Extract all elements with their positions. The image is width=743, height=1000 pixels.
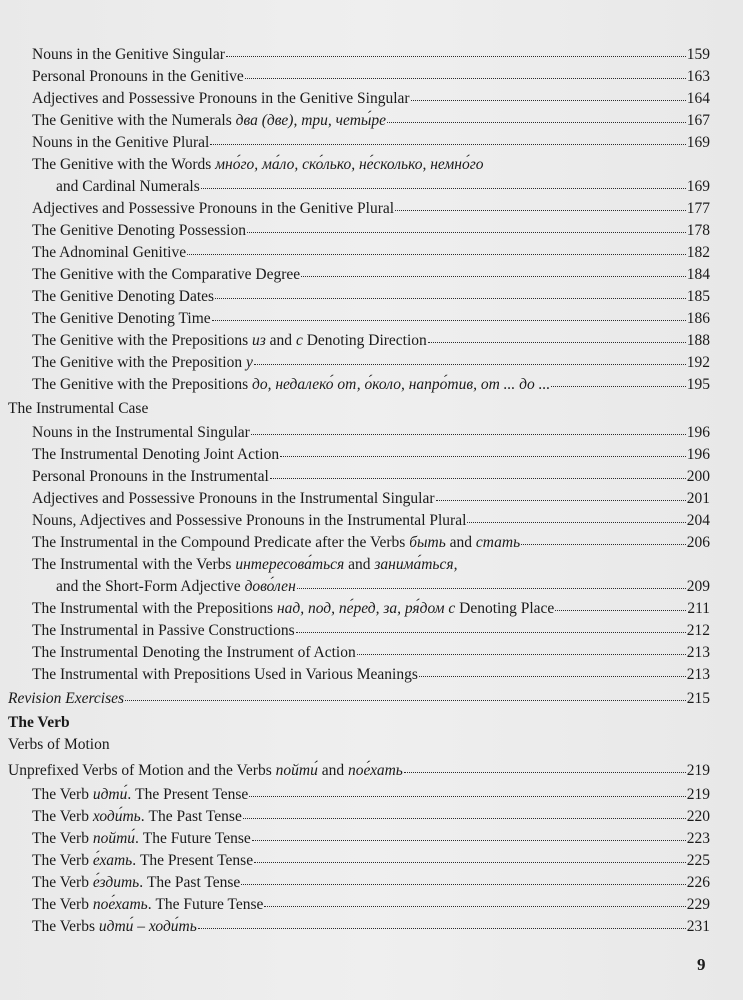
toc-entry: [32, 286, 710, 308]
toc-entry-title: [56, 576, 296, 598]
toc-page-number: 209: [686, 578, 710, 595]
toc-entry-title: [32, 598, 554, 620]
italic-text: идти́: [92, 786, 128, 803]
text: The Instrumental Denoting Joint Action: [32, 446, 280, 463]
italic-text: ходи́ть: [92, 808, 141, 825]
italic-text: пойти́: [275, 762, 318, 779]
toc-page-number: 169: [686, 178, 710, 195]
dot-leader: [198, 928, 686, 929]
text: and: [265, 332, 296, 349]
toc-page-number: 192: [686, 354, 710, 371]
text: . The Present Tense: [127, 786, 249, 803]
text: The Instrumental with Prepositions Used in Various Meanings: [32, 666, 418, 683]
text: The Genitive with the Prepositions: [32, 332, 252, 349]
text: and the Short-Form Adjective: [56, 578, 245, 595]
toc-entry: [32, 198, 710, 220]
toc-entry-title: [32, 198, 394, 220]
dot-leader: [270, 478, 686, 479]
text: The Verb: [32, 808, 93, 825]
toc-entry-title: [32, 374, 550, 396]
text: and: [317, 762, 348, 779]
toc-entry-title: [8, 760, 403, 782]
dot-leader: [215, 298, 686, 299]
dot-leader: [436, 500, 686, 501]
toc-entry: [32, 620, 710, 642]
dot-leader: [243, 818, 686, 819]
dot-leader: [387, 122, 686, 123]
toc-entry-title: [32, 466, 269, 488]
toc-page-number: 215: [686, 690, 710, 707]
toc-entry: [32, 444, 710, 466]
dot-leader: [249, 796, 685, 797]
text: Adjectives and Possessive Pronouns in the Genitive Singular: [32, 90, 410, 107]
toc-page-number: 220: [686, 808, 710, 825]
dot-leader: [297, 588, 686, 589]
dot-leader: [467, 522, 685, 523]
dot-leader: [521, 544, 686, 545]
text: The Verb: [32, 896, 93, 913]
toc-page-number: 182: [686, 244, 710, 261]
toc-entry-title: [8, 688, 124, 710]
toc-entry-title: [32, 894, 263, 916]
toc-entry: [32, 510, 710, 532]
toc-page-number: 200: [686, 468, 710, 485]
dot-leader: [404, 772, 686, 773]
toc-entry-title: [32, 330, 427, 352]
italic-text: пойти́: [92, 830, 136, 847]
toc-entry-title: [8, 736, 110, 753]
toc-page-number: 164: [686, 90, 710, 107]
dot-leader: [395, 210, 686, 211]
toc-entry: [8, 760, 710, 782]
italic-text: интересова́ться: [235, 556, 345, 573]
toc-entry-title: [32, 642, 356, 664]
italic-text: быть: [409, 534, 446, 551]
toc-entry: [32, 554, 457, 576]
toc-entry: [32, 374, 710, 396]
text: The Verb: [32, 874, 93, 891]
text: The Genitive with the Prepositions: [32, 376, 252, 393]
italic-text: дово́лен: [244, 578, 296, 595]
italic-text: пое́хать: [347, 762, 403, 779]
toc-entry: [56, 576, 710, 598]
italic-text: е́хать: [92, 852, 133, 869]
text: Personal Pronouns in the Genitive: [32, 68, 244, 85]
text: The Verb: [32, 852, 93, 869]
toc-entry-title: [32, 828, 251, 850]
toc-page-number: 219: [686, 762, 710, 779]
text: . The Past Tense: [139, 874, 241, 891]
toc-entry-title: [32, 444, 279, 466]
text: Nouns in the Genitive Singular: [32, 46, 225, 63]
toc-page-number: 184: [686, 266, 710, 283]
text: Adjectives and Possessive Pronouns in the Genitive Plural: [32, 200, 395, 217]
text: Denoting Place: [455, 600, 555, 617]
italic-text: стать: [475, 534, 521, 551]
toc-entry-title: [32, 352, 253, 374]
text: The Genitive with the Comparative Degree: [32, 266, 301, 283]
text: Unprefixed Verbs of Motion and the Verbs: [8, 762, 276, 779]
toc-entry-title: [32, 532, 520, 554]
toc-entry-title: [32, 850, 253, 872]
italic-text: е́здить: [92, 874, 140, 891]
italic-text: занима́ться,: [374, 556, 458, 573]
italic-text: до, недалеко́ от, о́коло, напро́тив, от ... до ...: [251, 376, 551, 393]
text: The Genitive Denoting Possession: [32, 222, 246, 239]
toc-entry-title: [32, 132, 209, 154]
toc-entry: [56, 176, 710, 198]
toc-page-number: 231: [686, 918, 710, 935]
toc-entry-title: [32, 44, 225, 66]
toc-entry: [32, 598, 710, 620]
text: Personal Pronouns in the Instrumental: [32, 468, 269, 485]
toc-page-number: 167: [686, 112, 710, 129]
toc-entry: [32, 264, 710, 286]
toc-entry-title: [32, 556, 457, 573]
dot-leader: [357, 654, 686, 655]
dot-leader: [251, 434, 686, 435]
toc-entry-title: [8, 400, 148, 417]
toc-entry: [32, 110, 710, 132]
toc-entry: [32, 44, 710, 66]
text: The Verb: [32, 830, 93, 847]
text: The Genitive with the Preposition: [32, 354, 246, 371]
section-heading: [8, 398, 148, 420]
toc-entry-title: [32, 620, 295, 642]
toc-entry-title: [32, 422, 250, 444]
toc-entry: [32, 642, 710, 664]
toc-page-number: 195: [686, 376, 710, 393]
text: The Genitive with the Words: [32, 156, 216, 173]
dot-leader: [428, 342, 686, 343]
toc-entry: [32, 352, 710, 374]
toc-page-number: 213: [686, 644, 710, 661]
text: The Instrumental with the Prepositions: [32, 600, 277, 617]
toc-page-number: 211: [687, 600, 710, 617]
toc-entry: [32, 784, 710, 806]
toc-page-number: 219: [686, 786, 710, 803]
toc-entry-title: [32, 664, 418, 686]
toc-entry-title: [32, 806, 242, 828]
dot-leader: [210, 144, 685, 145]
toc-entry: [32, 66, 710, 88]
toc-entry: [32, 466, 710, 488]
text: The Instrumental in Passive Constructions: [32, 622, 295, 639]
page-number: 9: [697, 955, 706, 974]
dot-leader: [125, 700, 686, 701]
dot-leader: [241, 884, 685, 885]
toc-entry-title: [32, 156, 484, 173]
text: The Instrumental Case: [8, 400, 149, 417]
toc-entry-title: [32, 220, 246, 242]
text: Verbs of Motion: [8, 736, 110, 753]
toc-entry-title: [32, 916, 197, 938]
dot-leader: [212, 320, 686, 321]
toc-entry-title: [32, 872, 240, 894]
toc-page-number: 196: [686, 446, 710, 463]
section-heading: [8, 734, 110, 756]
dot-leader: [301, 276, 686, 277]
toc-page-number: 206: [686, 534, 710, 551]
toc-entry: [32, 872, 710, 894]
text: and Cardinal Numerals: [56, 178, 200, 195]
section-heading: [8, 712, 70, 734]
text: The Genitive Denoting Time: [32, 310, 211, 327]
toc-page-number: 185: [686, 288, 710, 305]
toc-entry: [32, 308, 710, 330]
toc-entry: [32, 916, 710, 938]
italic-text: из: [251, 332, 266, 349]
italic-text: два (две), три, четы́ре: [235, 112, 387, 129]
text: Adjectives and Possessive Pronouns in the Instrumental Singular: [32, 490, 435, 507]
dot-leader: [551, 386, 686, 387]
dot-leader: [226, 56, 686, 57]
toc-entry: [32, 132, 710, 154]
toc-entry: [32, 894, 710, 916]
text: The Adnominal Genitive: [32, 244, 187, 261]
toc-entry-title: [32, 264, 300, 286]
text: The Instrumental in the Compound Predicate after the Verbs: [32, 534, 410, 551]
toc-page-number: 178: [686, 222, 710, 239]
dot-leader: [296, 632, 686, 633]
dot-leader: [254, 364, 686, 365]
text: and: [445, 534, 476, 551]
text: Denoting Direction: [302, 332, 427, 349]
dot-leader: [254, 862, 686, 863]
toc-entry: [32, 664, 710, 686]
dot-leader: [555, 610, 686, 611]
toc-entry: [32, 88, 710, 110]
dot-leader: [264, 906, 685, 907]
dot-leader: [247, 232, 686, 233]
toc-entry: [32, 242, 710, 264]
italic-text: Revision Exercises: [8, 690, 125, 707]
text: Nouns in the Genitive Plural: [32, 134, 210, 151]
toc-entry: [32, 330, 710, 352]
toc-page-number: 226: [686, 874, 710, 891]
toc-entry: [8, 688, 710, 710]
toc-entry-title: [32, 488, 435, 510]
toc-page-number: 186: [686, 310, 710, 327]
toc-entry-title: [32, 286, 214, 308]
toc-entry-title: [32, 242, 186, 264]
toc-page-number: 212: [686, 622, 710, 639]
dot-leader: [280, 456, 686, 457]
text: . The Present Tense: [132, 852, 254, 869]
text: . The Future Tense: [147, 896, 264, 913]
dot-leader: [419, 676, 686, 677]
toc-page-number: 223: [686, 830, 710, 847]
text: The Instrumental with the Verbs: [32, 556, 236, 573]
italic-text: над, под, пе́ред, за, ря́дом с: [276, 600, 456, 617]
italic-text: идти́ – ходи́ть: [98, 918, 197, 935]
text: The Instrumental Denoting the Instrument of Action: [32, 644, 356, 661]
text: Nouns in the Instrumental Singular: [32, 424, 250, 441]
toc-entry: [32, 532, 710, 554]
italic-text: у: [245, 354, 253, 371]
dot-leader: [201, 188, 686, 189]
dot-leader: [245, 78, 686, 79]
text: The Verb: [32, 786, 93, 803]
dot-leader: [187, 254, 686, 255]
dot-leader: [411, 100, 686, 101]
text: The Genitive with the Numerals: [32, 112, 236, 129]
toc-page-number: 159: [686, 46, 710, 63]
toc-entry-title: [32, 308, 211, 330]
dot-leader: [252, 840, 686, 841]
toc-page-number: 213: [686, 666, 710, 683]
toc-entry: [32, 488, 710, 510]
italic-text: мно́го, ма́ло, ско́лько, не́сколько, немно́го: [215, 156, 484, 173]
toc-page-number: 229: [686, 896, 710, 913]
toc-page-number: 163: [686, 68, 710, 85]
toc-entry: [32, 422, 710, 444]
toc-entry: [32, 828, 710, 850]
toc-page-number: 169: [686, 134, 710, 151]
text: . The Future Tense: [135, 830, 251, 847]
toc-entry-title: [32, 784, 248, 806]
toc-page-number: 188: [686, 332, 710, 349]
text: The Verb: [8, 714, 70, 731]
text: Nouns, Adjectives and Possessive Pronouns in the Instrumental Plural: [32, 512, 467, 529]
toc-entry-title: [32, 88, 410, 110]
toc-entry-title: [32, 110, 386, 132]
toc-entry: [32, 220, 710, 242]
toc-entry: [32, 806, 710, 828]
toc-page-number: 177: [686, 200, 710, 217]
toc-entry-title: [8, 714, 70, 731]
text: . The Past Tense: [140, 808, 242, 825]
toc-entry-title: [32, 66, 244, 88]
text: The Verbs: [32, 918, 99, 935]
italic-text: с: [295, 332, 303, 349]
toc-entry: [32, 850, 710, 872]
text: and: [344, 556, 375, 573]
toc-entry-title: [56, 176, 200, 198]
toc-page-number: 196: [686, 424, 710, 441]
italic-text: пое́хать: [92, 896, 148, 913]
toc-page-number: 204: [686, 512, 710, 529]
toc-entry: [32, 154, 484, 176]
toc-page-number: 225: [686, 852, 710, 869]
text: The Genitive Denoting Dates: [32, 288, 215, 305]
toc-page-number: 201: [686, 490, 710, 507]
toc-entry-title: [32, 510, 466, 532]
